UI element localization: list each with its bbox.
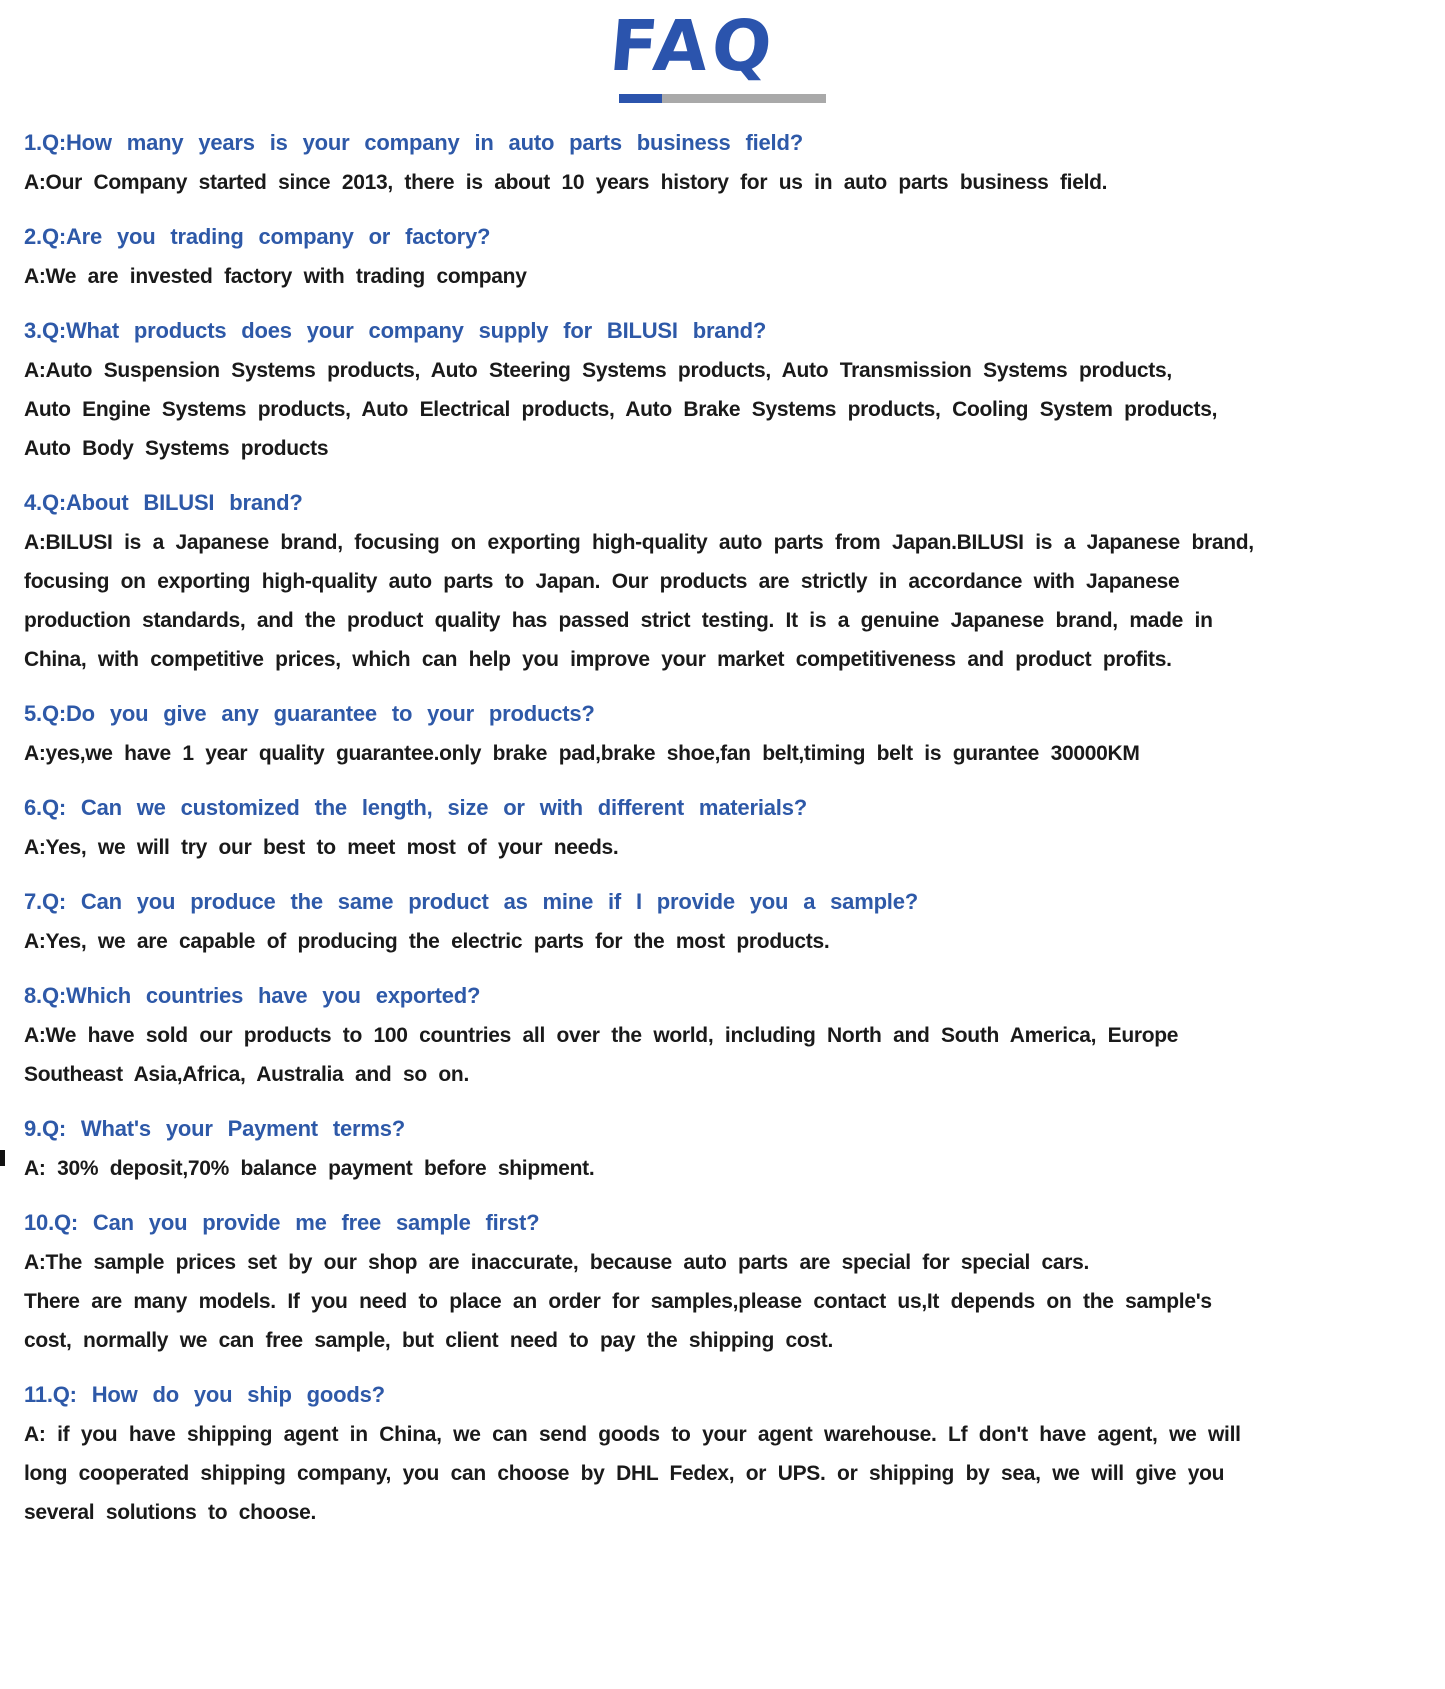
faq-item [24,311,1437,468]
faq-question: 5.Q:Do you give any guarantee to your products? [24,701,595,726]
faq-item [24,976,1437,1094]
faq-item [24,694,1437,773]
faq-answer-line: A:Yes, we will try our best to meet most of your needs. [24,836,619,859]
faq-answer-line: A:Our Company started since 2013, there is about 10 years history for us in auto parts business field. [24,171,1108,194]
page-header [0,0,1445,103]
faq-answer-line: Southeast Asia,Africa, Australia and so on. [24,1063,469,1086]
faq-item [24,217,1437,296]
faq-answer-line: A:Yes, we are capable of producing the electric parts for the most products. [24,930,830,953]
faq-item [24,123,1437,202]
faq-answer-line: production standards, and the product quality has passed strict testing. It is a genuine Japanese brand, made in [24,609,1213,632]
faq-answer-line: A:yes,we have 1 year quality guarantee.only brake pad,brake shoe,fan belt,timing belt is gurantee 30000KM [24,742,1140,765]
faq-answer [24,734,1437,773]
faq-answer-line: A:The sample prices set by our shop are inaccurate, because auto parts are special for special cars. [24,1251,1090,1274]
faq-answer-line: A:We have sold our products to 100 countries all over the world, including North and South America, Europe [24,1024,1179,1047]
faq-item [24,1109,1437,1188]
title-underline-bar [619,94,826,103]
faq-answer-line: A:BILUSI is a Japanese brand, focusing on exporting high-quality auto parts from Japan.BILUSI is a Japanese brand, [24,531,1254,554]
faq-item [24,1203,1437,1360]
faq-answer-line: Auto Engine Systems products, Auto Electrical products, Auto Brake Systems products, Cooling System products, [24,398,1218,421]
faq-answer-line: cost, normally we can free sample, but client need to pay the shipping cost. [24,1329,834,1352]
faq-answer [24,257,1437,296]
faq-answer [24,1415,1437,1532]
faq-list [0,103,1445,1532]
faq-answer-line: A: 30% deposit,70% balance payment before shipment. [24,1157,595,1180]
faq-answer [24,1243,1437,1360]
faq-answer [24,351,1437,468]
faq-item [24,788,1437,867]
faq-answer-line: China, with competitive prices, which can help you improve your market competitiveness and product profits. [24,648,1172,671]
faq-answer [24,1149,1437,1188]
faq-answer-line: A: if you have shipping agent in China, we can send goods to your agent warehouse. Lf don't have agent, we will [24,1423,1241,1446]
faq-question: 3.Q:What products does your company supply for BILUSI brand? [24,318,767,343]
page-title: FAQ [606,5,779,87]
faq-question: 8.Q:Which countries have you exported? [24,983,481,1008]
faq-question: 2.Q:Are you trading company or factory? [24,224,491,249]
faq-answer-line: There are many models. If you need to place an order for samples,please contact us,It depends on the sample's [24,1290,1212,1313]
faq-question: 10.Q: Can you provide me free sample first? [24,1210,540,1235]
faq-question: 6.Q: Can we customized the length, size or with different materials? [24,795,807,820]
faq-answer [24,922,1437,961]
left-edge-artifact [0,1150,5,1166]
faq-question: 1.Q:How many years is your company in auto parts business field? [24,130,803,155]
faq-answer [24,523,1437,679]
faq-answer-line: A:Auto Suspension Systems products, Auto Steering Systems products, Auto Transmission Systems products, [24,359,1172,382]
faq-answer [24,1016,1437,1094]
faq-question: 7.Q: Can you produce the same product as mine if I provide you a sample? [24,889,918,914]
faq-answer [24,828,1437,867]
faq-answer-line: focusing on exporting high-quality auto parts to Japan. Our products are strictly in accordance with Japanese [24,570,1180,593]
faq-question: 11.Q: How do you ship goods? [24,1382,385,1407]
faq-question: 9.Q: What's your Payment terms? [24,1116,406,1141]
faq-item [24,483,1437,679]
faq-answer [24,163,1437,202]
faq-answer-line: A:We are invested factory with trading company [24,265,527,288]
faq-item [24,882,1437,961]
faq-answer-line: several solutions to choose. [24,1501,317,1524]
faq-item [24,1375,1437,1532]
faq-answer-line: Auto Body Systems products [24,437,329,460]
faq-answer-line: long cooperated shipping company, you can choose by DHL Fedex, or UPS. or shipping by sea, we will give you [24,1462,1225,1485]
faq-question: 4.Q:About BILUSI brand? [24,490,303,515]
